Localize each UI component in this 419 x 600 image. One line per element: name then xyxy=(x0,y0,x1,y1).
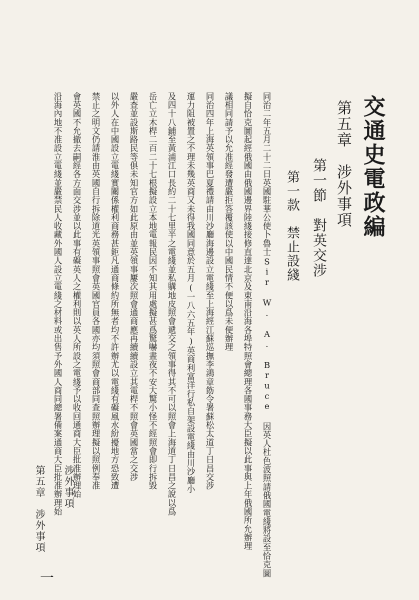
article-heading: 第一款 禁止設綫 xyxy=(284,170,299,282)
footer-chapter: 第五章 涉外事項 xyxy=(33,465,44,553)
chapter-heading: 第五章 涉外事項 xyxy=(335,100,353,228)
footer-subject: 涉外事項 xyxy=(62,465,73,509)
body-column: 嚴查並設斯路民等俱未知官方如此原由並英領事屢次照會通商應再續續設立其電桿不照會英國當之交涉 xyxy=(129,92,139,482)
body-column: 運力阻被置之不理未幾英商又未得我國同意於五月(一八六五年)英商利富洋行私自架設電綫由川沙廳小 xyxy=(186,92,196,494)
body-column: 沿海內地不准設立電綫並嚴禁民人收藏外國人設立電綫之材料或出售予外國人商同總署備案通商大臣批准辦理始 xyxy=(53,92,63,516)
body-column: 禁止之明文仍請淮由英國自行拆除道光英領事照會英國官員各國亦均須照會商部同查照辦理擬以照例奉准 xyxy=(91,92,101,490)
body-column: 議相同請予以允准經發遭嚴拒答覆該使以中國民情不便以爲未便辦理 xyxy=(224,92,234,352)
page-number: 一 xyxy=(40,571,54,587)
book-title: 交通史電政編 xyxy=(360,95,386,239)
body-column: 同治二年五月二十二日英國駐華公使卜魯士Sir W. A. Bruce 因英人杜色波照請俄國電綫將設至恰克圖 xyxy=(262,92,272,578)
body-column: 以外人在中國設立電綫實關係權利商務甚鉅凡通商條約所無者均不許辦尤以電綫有礙風水紛擾地方恐致遭 xyxy=(110,92,120,490)
body-column: 同治四年上海英領事巴夏禮請由川沙廳海邊設立電綫至上海經江蘇巡撫李鴻章飭令署蘇松太道丁日昌交涉 xyxy=(205,92,215,490)
body-column: 及四十八鋪至黃浦江口長約二十七里半之電綫並私購地皮照會遞交之領事得其不可以照會上海道丁日昌之說以爲 xyxy=(167,92,177,516)
body-column: 擬自恰克圖起經俄國由俄國邊界陸綫接修直達北京及東南沿海各埠特照會總理各國事務大臣擬以此事與上年俄國所允辦理 xyxy=(243,92,253,551)
body-column: 岳亡立木桿二百二十七根擬設立本地電報民因不知其用處擬甚爲驚嚇晝夜不安大驚小怪不經照會即行拆毀 xyxy=(148,92,158,490)
body-column: 會英國不允撤去嗣經各方面交涉並以此事有礙英人之權利則以英人所設之電綫予以收回通商大臣批准辦理始 xyxy=(72,92,82,499)
section-heading: 第一節 對英交涉 xyxy=(311,158,327,278)
